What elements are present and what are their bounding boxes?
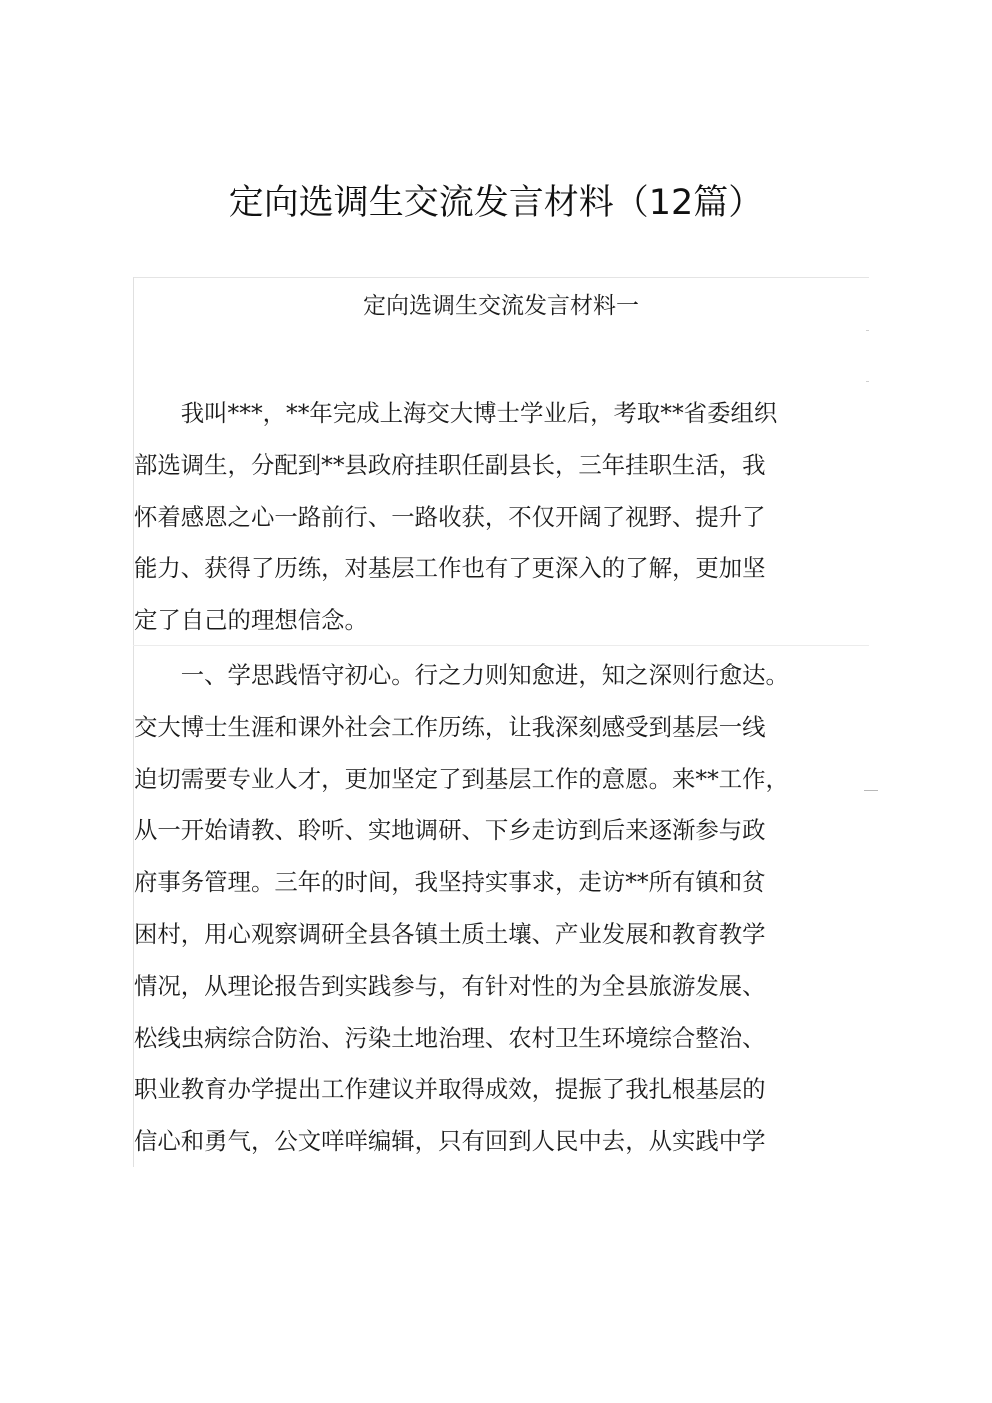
paragraph-line: 定了自己的理想信念。 (134, 606, 368, 635)
scan-mark (864, 790, 878, 791)
paragraph-line: 部选调生，分配到**县政府挂职任副县长，三年挂职生活，我 (134, 450, 766, 479)
paragraph-line: 怀着感恩之心一路前行、一路收获，不仅开阔了视野、提升了 (134, 502, 766, 531)
paragraph-line: 松线虫病综合防治、污染土地治理、农村卫生环境综合整治、 (134, 1023, 766, 1052)
paragraph-line: 我叫***，**年完成上海交大博士学业后，考取**省委组织 (134, 399, 778, 427)
paragraph-line: 职业教育办学提出工作建议并取得成效，提振了我扎根基层的 (134, 1075, 766, 1104)
paragraph-section-one (134, 650, 860, 1168)
paragraph-intro (134, 388, 860, 647)
paragraph-line: 从一开始请教、聆听、实地调研、下乡走访到后来逐渐参与政 (134, 816, 766, 845)
paragraph-line: 交大博士生涯和课外社会工作历练，让我深刻感受到基层一线 (134, 712, 766, 741)
scan-mark (866, 330, 869, 331)
scan-mark (866, 381, 869, 382)
paragraph-line: 困村，用心观察调研全县各镇土质土壤、产业发展和教育教学 (134, 919, 766, 948)
paragraph-line: 能力、获得了历练，对基层工作也有了更深入的了解，更加坚 (134, 554, 766, 583)
paragraph-line: 府事务管理。三年的时间，我坚持实事求，走访**所有镇和贫 (134, 868, 766, 897)
section-title: 定向选调生交流发言材料一 (363, 293, 639, 319)
paragraph-line: 一、学思践悟守初心。行之力则知愈进，知之深则行愈达。 (134, 661, 789, 689)
paragraph-line: 情况，从理论报告到实践参与，有针对性的为全县旅游发展、 (134, 971, 766, 1000)
paragraph-line: 信心和勇气，公文咩咩编辑，只有回到人民中去，从实践中学 (134, 1127, 766, 1156)
document-title: 定向选调生交流发言材料（12篇） (228, 183, 764, 223)
scan-border-top (133, 277, 869, 278)
paragraph-line: 迫切需要专业人才，更加坚定了到基层工作的意愿。来**工作， (134, 764, 789, 793)
